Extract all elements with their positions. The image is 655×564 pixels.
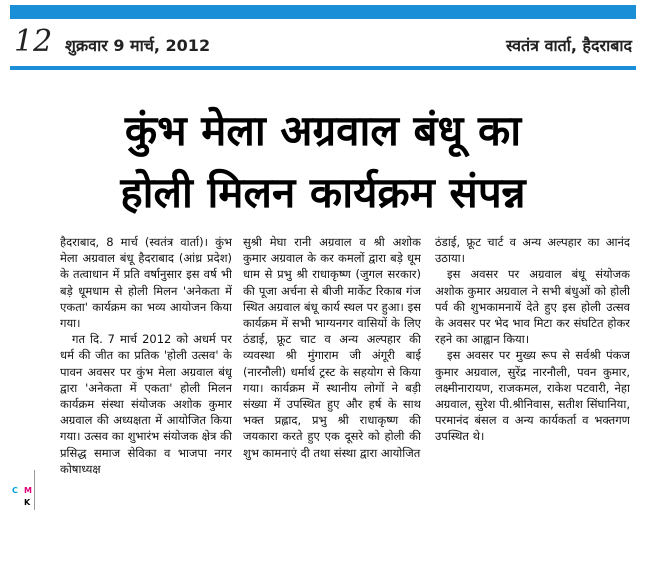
column-1 [60,234,232,477]
page-header [10,24,636,64]
headline-line-1: कुंभ मेला अग्रवाल बंधू का [124,106,522,155]
black-mark: K [24,498,31,507]
dateline: शुक्रवार 9 मार्च, 2012 [65,36,211,55]
header-rule [10,66,636,70]
paragraph: सुश्री मेघा रानी अग्रवाल व श्री अशोक कुमार अग्रवाल के कर कमलों द्वारा बड़े धूम धाम से प्रभु श्री राधाकृष्ण (जुगल सरकार) की पूजा अर्चना से बीजी मार्केट रिकाब गंज स्थित अग्रवाल बंधू कार्य स्थल पर हुआ। इस कार्यक्रम में सभी भाग्यनगर वासियों के लिए ठंडाई, फ्रूट चाट व अन्य अल्पहार की व्यवस्था श्री मुंगाराम जी अंगूरी बाई (नारनौली) धर्मार्थ ट्रस्ट के सहयोग से किया गया। कार्यक्रम में स्थानीय लोगों ने बड़ी संख्या में उपस्थित हुए और हर्ष के साथ भक्त प्रह्लाद, प्रभु श्री राधाकृष्ण की जयकारा करते हुए एक दूसरे को होली की शुभ कामनाएं दी तथा संस्था द्वारा आयोजित [243,235,421,460]
paragraph: ठंडाई, फ्रूट चार्ट व अन्य अल्पहार का आनंद उठाया। [435,235,630,266]
registration-marks [12,478,42,518]
column-3 [435,234,630,445]
cyan-mark: C [12,486,18,495]
column-2 [243,234,421,461]
headline-line-2: होली मिलन कार्यक्रम संपन्न [120,168,526,217]
newspaper-name: स्वतंत्र वार्ता, हैदराबाद [505,36,632,55]
article-body [60,234,640,562]
paragraph: इस अवसर पर मुख्य रूप से सर्वश्री पंकज कुमार अग्रवाल, सुरेंद्र नारनौली, पवन कुमार, लक्ष्मीनारायण, राजकमल, राकेश पटवारी, नेहा अग्रवाल, सुरेश पी.श्रीनिवास, सतीश सिंघानिया, परमानंद बंसल व अन्य कार्यकर्ता व भक्तगण उपस्थित थे। [435,348,630,444]
top-color-bar [10,5,636,19]
magenta-mark: M [24,486,32,495]
page-number: 12 [14,24,53,59]
paragraph: हैदराबाद, 8 मार्च (स्वतंत्र वार्ता)। कुंभ मेला अग्रवाल बंधू हैदराबाद (आंध्र प्रदेश) के तत्वाधान में प्रति वर्षानुसार इस वर्ष भी बड़े धूमधाम से होली मिलन 'अनेकता में एकता' कार्यक्रम का भव्य आयोजन किया गया। [60,235,232,331]
paragraph: गत दि. 7 मार्च 2012 को अधर्म पर धर्म की जीत का प्रतिक 'होली उत्सव' के पावन अवसर पर कुंभ मेला अग्रवाल बंधू द्वारा 'अनेकता में एकता' होली मिलन कार्यक्रम संस्था संयोजक अशोक कुमार अग्रवाल की अध्यक्षता में आयोजित किया गया। उत्सव का शुभारंभ संयोजक क्षेत्र की प्रसिद्ध समाज सेविका व भाजपा नगर कोषाध्यक्ष [60,332,232,476]
paragraph: इस अवसर पर अग्रवाल बंधू संयोजक अशोक कुमार अग्रवाल ने सभी बंधुओं को होली पर्व की शुभकामनायें देते हुए इस होली उत्सव के अवसर पर भेद भाव मिटा कर संघटित होकर रहने का आह्वान किया। [435,267,630,347]
headline [10,100,636,224]
